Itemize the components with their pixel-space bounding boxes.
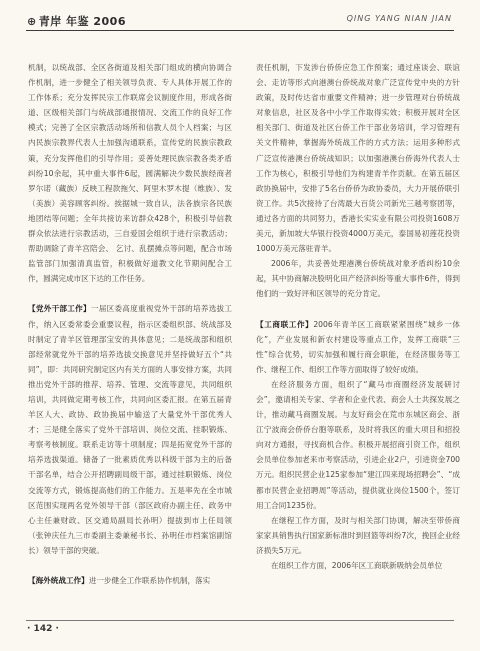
paragraph: 在经济服务方面，组织了“藏马市商圈经济发展研讨会”，邀请相关专家、学者和企业代表、商会人士共探发展之计，推动藏马商圈发展。与友好商会在荒市东城区商会、浙江宁波商会侨侨台胞等联系，及时将我区的重大项目和招投向对方通报，寻找商机合作。积极开展招商引资工作，组织会员单位参加老来市考察活动，引进企业2户，引进资金700万元。组织民营企业125家参加“建江四来现场招聘会”、“成都市民营企业招聘周”等活动，提供就业岗位1500个，签订用工合同1235份。 bbox=[256, 379, 460, 510]
page-number: · 142 · bbox=[27, 624, 59, 634]
header-english-title: QING YANG NIAN JIAN bbox=[346, 14, 452, 23]
header-rule bbox=[26, 30, 454, 31]
section-heading: 【党外干部工作】 bbox=[28, 304, 91, 314]
section-heading: 【工商联工作】 bbox=[256, 319, 314, 329]
yearbook-logo: ⊕ 青岸 年鉴 2006 bbox=[27, 15, 126, 28]
page-header bbox=[0, 0, 480, 34]
right-column bbox=[256, 60, 460, 573]
paragraph: 在继程工作方面，及时与相关部门协调，解决至带侨商家家具销售执行国家新标准时到回篮等纠纷7次，挽回企业经济损失5万元。 bbox=[256, 515, 460, 555]
section-heading: 【海外统战工作】 bbox=[28, 576, 89, 585]
paragraph: 2006年，共妥善处理港澳台侨统战对象矛盾纠纷10余起，其中协商解决股明化田产经济纠纷等重大事件6件，得到他们的一致好评和区领导的充分肯定。 bbox=[256, 259, 460, 299]
paragraph: 责任机制，下发涉台侨侨应急工作预案；通过座谈会、联谊会、走访等形式向港澳台侨统战对象广泛宣传党中央的方针政策，及时传达省市重要文件精神；进一步管理对台侨统战对象信息，社区及各中小学工作取得实效；积极开展对全区相关部门、街道及社区台侨工作干部业务培训，学习管理有关文件精神，掌握海外统战工作的方式方法；运用多种形式广泛宣传港澳台侨统战知识；以加强港澳台侨海外代表人士工作为核心，积极引导他们为构建青羊作贡献。在第五届区政协换届中，安排了5名台侨侨为政协委员，大力开展侨联引资工作。共5次接待了台湾最大百货公司新光三越考察团等，通过各方面的共同努力，香港长实实业有限公司投资1608万美元，新加坡大华银行投资4000万美元，泰国易初莲花投资1000万美元落驻青羊。 bbox=[256, 63, 460, 254]
paragraph: 机制，以统战部、全区各街道及相关部门组成的横向协调合作机制，进一步健全了相关领导负责、专人具体开展工作的工作体系；充分发挥民宗工作联席会议制度作用，形成各街道、区级相关部门与统战部通报情况、交流工作的良好工作模式；完善了全区宗教活动场所和信教人员个人档案；与区内民族宗教界代表人士加强沟通联系，宣传党的民族宗教政策，充分发挥他们的引导作用；妥善处理民族宗教各类矛盾纠纷10余起，其中重大事件6起，圆满解决少数民族经商者罗尔诺（藏族）反映工程款拖欠、阿里木罗木提（维族）、发（美族）美容顾客纠纷。挨据城一致自认，法各族宗各民族地团结等问题；全年共接访来访群众428个，积极引导信教群众依法进行宗教活动，三自爱国会组织于进行宗教活动；帮助调除了青羊宫陪会、 乞讨、乱摆摊点等问题，配合市场监管部门加强清真监管，积极做好道教文化节期间配合工作，圆满完成市区下达的工作任务。 bbox=[28, 63, 232, 284]
paragraph: 【党外干部工作】一届区委高度重视党外干部的培养选拔工作，纳入区委常委会重要议程，指示区委组织部、统战部及时制定了青羊区管理部宝安的具体意见；二是统战部和组织部经常就党外干部的培养选拔交换意见并坚持做好五个“共同”，即：共同研究制定区内有关方面的人事安排方案，共同推出党外干部的推荐、培养、管理、交流等意见，共同组织培训，共同做定期考核工作，共同向区委汇报。在第五届青羊区人大、政协、政协换届中输送了大量党外干部优秀人才；三是健全落实了党外干部培训、岗位交流、挂职锻炼、考察考核制度。联系走访等十项制度；四是拓宽党外干部的培养选拔渠道。储备了一批素质优秀以科级干部为主的后备干部名单，结合公开招聘副局级干部，通过挂职锻炼、岗位交流等方式，锻炼提高他们的工作能力。五是率先在全市城区范围实现两名党外领导干部（部区政府办副主任、政务中心主任兼财政、区交通局副局长孙明）提拔到市上任局领（张钟庆任九三市委副主委兼秘书长、孙明任市档案馆副馆长）领导干部的突破。 bbox=[28, 304, 233, 555]
paragraph: 在组织工作方面，2006年区工商联新吸纳会员单位 bbox=[271, 561, 443, 570]
paragraph: 【海外统战工作】进一步健全工作联系协作机制，落实 bbox=[28, 576, 211, 585]
logo-icon: ⊕ bbox=[27, 15, 37, 28]
paragraph: 【工商联工作】2006年青羊区工商联紧紧围绕“城乡一体化”，产业发展和新农村建设等重点工作，发挥工商联“三性”综合优势，切实加强和履行商会职能，在经济服务等工作、继程工作、组织工作等方面取得了较好成绩。 bbox=[256, 319, 461, 374]
left-column bbox=[28, 60, 232, 588]
footer-rule bbox=[26, 620, 454, 621]
